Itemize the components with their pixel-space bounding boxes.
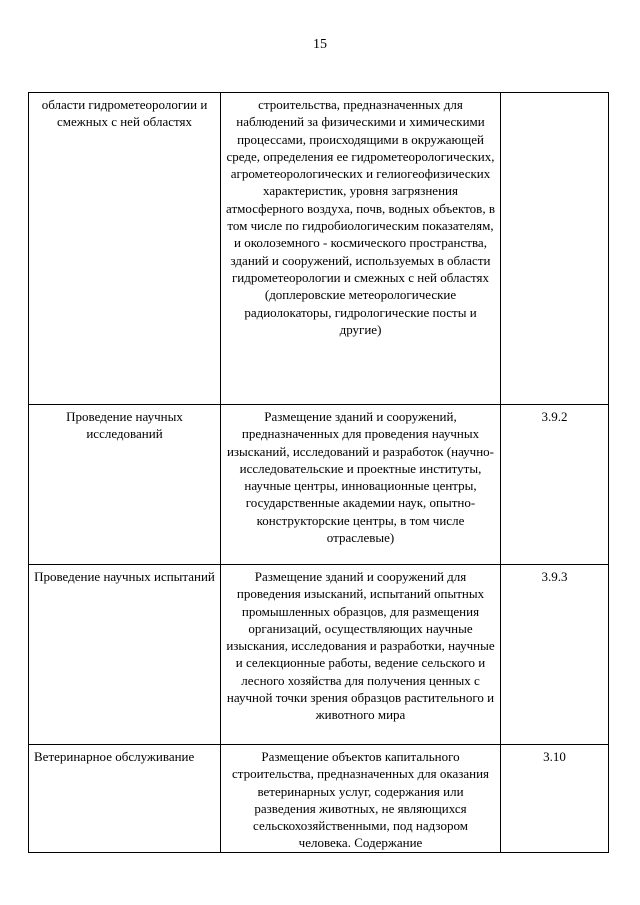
row-name-cell: Ветеринарное обслуживание [29, 745, 221, 853]
row-name-cell: Проведение научных испытаний [29, 565, 221, 745]
row-description-cell: Размещение объектов капитального строительства, предназначенных для оказания ветеринарных услуг, содержания или разведения животных, не являющихся сельскохозяйственными, под надзором человека. Содержание [221, 745, 501, 853]
row-description-cell: Размещение зданий и сооружений для проведения изысканий, испытаний опытных промышленных образцов, для размещения организаций, осуществляющих научные изыскания, исследования и разработки, научные и селекционные работы, ведение сельского и лесного хозяйства для получения ценных с научной точки зрения образцов растительного и животного мира [221, 565, 501, 745]
land-use-table [28, 92, 609, 853]
row-code-cell: 3.10 [501, 745, 609, 853]
row-code-cell [501, 93, 609, 405]
row-description-cell: строительства, предназначенных для наблюдений за физическими и химическими процессами, происходящими в окружающей среде, определения ее гидрометеорологических, агрометеорологических и гелиогеофизических характеристик, уровня загрязнения атмосферного воздуха, почв, водных объектов, в том числе по гидробиологическим показателям, и околоземного - космического пространства, зданий и сооружений, используемых в области гидрометеорологии и смежных с ней областях (доплеровские метеорологические радиолокаторы, гидрологические посты и другие) [221, 93, 501, 405]
row-code-cell: 3.9.2 [501, 405, 609, 565]
row-code-cell: 3.9.3 [501, 565, 609, 745]
row-name-cell: Проведение научных исследований [29, 405, 221, 565]
page-number: 15 [313, 37, 327, 52]
row-name-cell: области гидрометеорологии и смежных с ней областях [29, 93, 221, 405]
table-row [29, 565, 609, 745]
table-row [29, 405, 609, 565]
table-row [29, 93, 609, 405]
table-row [29, 745, 609, 853]
row-description-cell: Размещение зданий и сооружений, предназначенных для проведения научных изысканий, исследований и разработок (научно-исследовательские и проектные институты, научные центры, инновационные центры, государственные академии наук, опытно-конструкторские центры, в том числе отраслевые) [221, 405, 501, 565]
